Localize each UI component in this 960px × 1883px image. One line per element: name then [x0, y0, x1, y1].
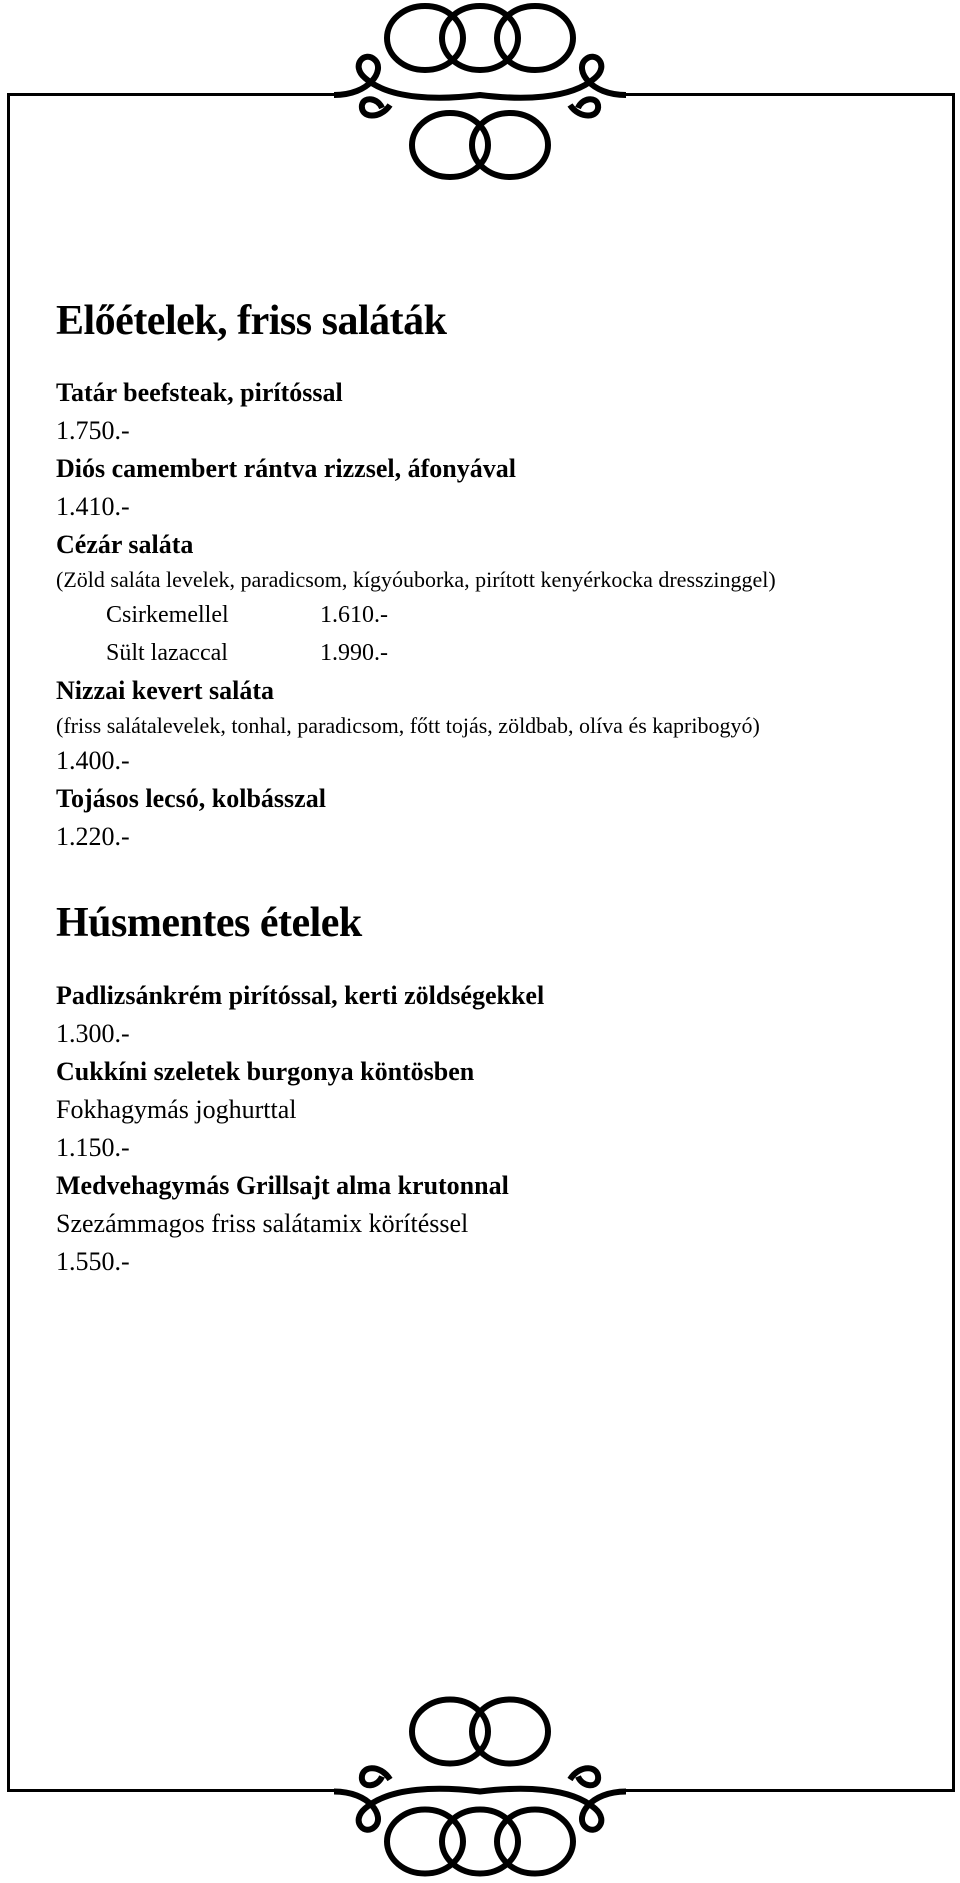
dish-name: Padlizsánkrém pirítóssal, kerti zöldségekkel: [56, 980, 545, 1010]
top-flourish-ornament-icon: [330, 0, 630, 190]
menu-item: [56, 977, 916, 1053]
dish-name: Nizzai kevert saláta: [56, 676, 275, 706]
variant-price: 1.610.-: [320, 602, 388, 629]
dish-variant: [56, 596, 916, 634]
menu-item: [56, 672, 916, 780]
variant-label: Csirkemellel: [106, 602, 229, 629]
menu-item: [56, 780, 916, 856]
menu-item: [56, 450, 916, 526]
dish-name: Tatár beefsteak, pirítóssal: [56, 378, 343, 408]
dish-variant: [56, 634, 916, 672]
dish-price: 1.400.-: [56, 746, 130, 776]
section-title-vegetarian: Húsmentes ételek: [56, 900, 362, 947]
dish-subtitle: Fokhagymás joghurttal: [56, 1094, 297, 1124]
menu-item: [56, 1167, 916, 1281]
dish-price: 1.300.-: [56, 1018, 130, 1048]
dish-name: Cukkíni szeletek burgonya köntösben: [56, 1056, 475, 1086]
dish-name: Cézár saláta: [56, 530, 194, 560]
menu-item: [56, 1053, 916, 1167]
frame-bottom-left-line: [7, 1789, 337, 1792]
dish-price: 1.750.-: [56, 416, 130, 446]
frame-top-right-line: [624, 93, 955, 96]
variant-price: 1.990.-: [320, 640, 388, 667]
dish-name: Tojásos lecsó, kolbásszal: [56, 784, 326, 814]
dish-name: Medvehagymás Grillsajt alma krutonnal: [56, 1170, 509, 1200]
frame-top-left-line: [7, 93, 337, 96]
dish-subtitle: Szezámmagos friss salátamix körítéssel: [56, 1208, 469, 1238]
dish-name: Diós camembert rántva rizzsel, áfonyával: [56, 454, 516, 484]
section-title-appetizers: Előételek, friss saláták: [56, 298, 447, 344]
frame-bottom-right-line: [624, 1789, 955, 1792]
dish-description: (Zöld saláta levelek, paradicsom, kígyóuborka, pirított kenyérkocka dresszinggel): [56, 567, 776, 593]
menu-item: [56, 526, 916, 672]
menu-item: [56, 374, 916, 450]
dish-price: 1.550.-: [56, 1246, 130, 1276]
dish-price: 1.220.-: [56, 822, 130, 852]
bottom-flourish-ornament-icon: [330, 1690, 630, 1883]
variant-label: Sült lazaccal: [106, 640, 228, 667]
menu-content: [56, 296, 916, 1281]
dish-description: (friss salátalevelek, tonhal, paradicsom, főtt tojás, zöldbab, olíva és kapribogyó): [56, 713, 760, 739]
dish-price: 1.150.-: [56, 1132, 130, 1162]
dish-price: 1.410.-: [56, 492, 130, 522]
